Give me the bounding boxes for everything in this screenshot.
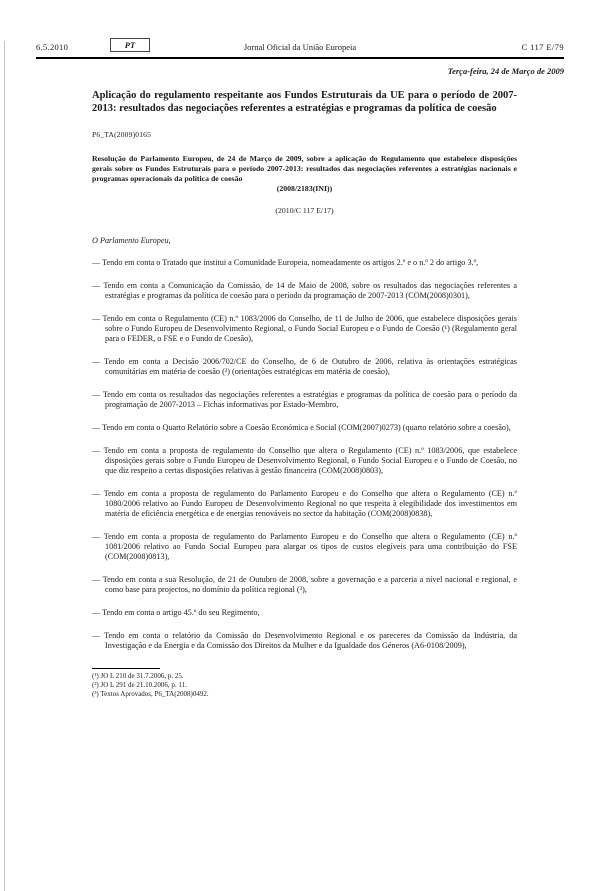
footnote: (³) Textos Aprovados, P6_TA(2008)0492. (92, 690, 209, 698)
citation-item: — Tendo em conta a proposta de regulamento do Parlamento Europeu e do Conselho que altera o Regulamento (CE) n.º 1080/2006 relativo ao Fundo Europeu de Desenvolvimento Regional no que respeita à elegibilidade dos investimentos em matéria de eficiência energética e de energias renováveis no sector da habitação (COM(2008)0838), (92, 489, 517, 518)
resolution-procedure-number: (2008/2183(INI)) (276, 184, 333, 193)
resolution-heading: Resolução do Parlamento Europeu, de 24 de Março de 2009, sobre a aplicação do Regulamento que estabelece disposições gerais sobre os Fundos Estruturais para o período 2007-2013: resultados das negociações referentes a estratégias nacionais e programas operacionais da política de coesão (92, 154, 517, 183)
citation-item: — Tendo em conta o Quarto Relatório sobre a Coesão Económica e Social (COM(2007)0273) (quarto relatório sobre a coesão), (92, 423, 511, 432)
citation-item: — Tendo em conta o Regulamento (CE) n.º 1083/2006 do Conselho, de 11 de Julho de 2006, que estabelece disposições gerais sobre o Fundo Europeu de Desenvolvimento Regional, o Fundo Social Europeu e o Fundo de Coesão (¹) (Regulamento geral para o FEDER, o FSE e o Fundo de Coesão), (92, 314, 517, 343)
header-page-ref: C 117 E/79 (521, 42, 564, 52)
procedure-reference: P6_TA(2009)0165 (92, 130, 152, 139)
document-body (92, 89, 517, 651)
citation-item: — Tendo em conta a proposta de regulamento do Parlamento Europeu e do Conselho que altera o Regulamento (CE) n.º 1081/2006 relativo ao Fundo Social Europeu para alargar os tipos de custos elegíveis para uma contribuição do FSE (COM(2008)0813), (92, 532, 517, 561)
footnote: (¹) JO L 210 de 31.7.2006, p. 25. (92, 672, 184, 680)
citation-item: — Tendo em conta a Decisão 2006/702/CE do Conselho, de 6 de Outubro de 2006, relativa às orientações estratégicas comunitárias em matéria de coesão (²) (orientações estratégicas em matéria de coesão), (92, 357, 517, 376)
citation-item: — Tendo em conta os resultados das negociações referentes a estratégias e programas da política de coesão para o período da programação de 2007-2013 – Fichas informativas por Estado-Membro, (92, 390, 517, 409)
footnote-rule (92, 668, 160, 669)
language-badge: PT (110, 38, 150, 52)
document-title: Aplicação do regulamento respeitante aos Fundos Estruturais da UE para o período de 2007- 2013: resultados das negociações referentes a estratégias e programas da política de coesão (92, 90, 517, 114)
dateline: Terça-feira, 24 de Março de 2009 (447, 66, 564, 76)
footnotes-section (92, 668, 517, 699)
citation-item: — Tendo em conta o Tratado que institui a Comunidade Europeia, nomeadamente os artigos 2.º e o n.º 2 do artigo 3.º, (92, 258, 479, 267)
journal-title: Jornal Oficial da União Europeia (243, 42, 357, 52)
page-edge-line (4, 41, 5, 891)
citation-item: — Tendo em conta a sua Resolução, de 21 de Outubro de 2008, sobre a governação e a parceria a nível nacional e regional, e como base para projectos, no domínio da política regional (³), (92, 575, 517, 594)
citation-item: — Tendo em conta a proposta de regulamento do Conselho que altera o Regulamento (CE) n.º 1083/2006, que estabelece disposições gerais sobre o Fundo Europeu de Desenvolvimento Regional, o Fundo Social Europeu e o Fundo de Coesão, no que diz respeito a certas disposições relativas à gestão financeira (COM(2008)0803), (92, 446, 517, 475)
citation-item: — Tendo em conta a Comunicação da Comissão, de 14 de Maio de 2008, sobre os resultados das negociações referentes a estratégias e programas da política de coesão para o período da programação de 2007-2013 (COM(2008)0301), (92, 281, 517, 300)
header-date: 6.5.2010 (36, 42, 69, 52)
citation-item: — Tendo em conta o relatório da Comissão do Desenvolvimento Regional e os pareceres da Comissão da Indústria, da Investigação e da Energia e da Comissão dos Direitos da Mulher e da Igualdade dos Géneros (A6-0108/2009), (92, 631, 517, 650)
journal-header (36, 41, 564, 55)
header-rule (36, 57, 564, 59)
intro-line: O Parlamento Europeu, (92, 236, 171, 245)
oj-reference: (2010/C 117 E/17) (275, 206, 334, 215)
citation-item: — Tendo em conta o artigo 45.º do seu Regimento, (92, 608, 260, 617)
footnote: (²) JO L 291 de 21.10.2006, p. 11. (92, 681, 187, 689)
